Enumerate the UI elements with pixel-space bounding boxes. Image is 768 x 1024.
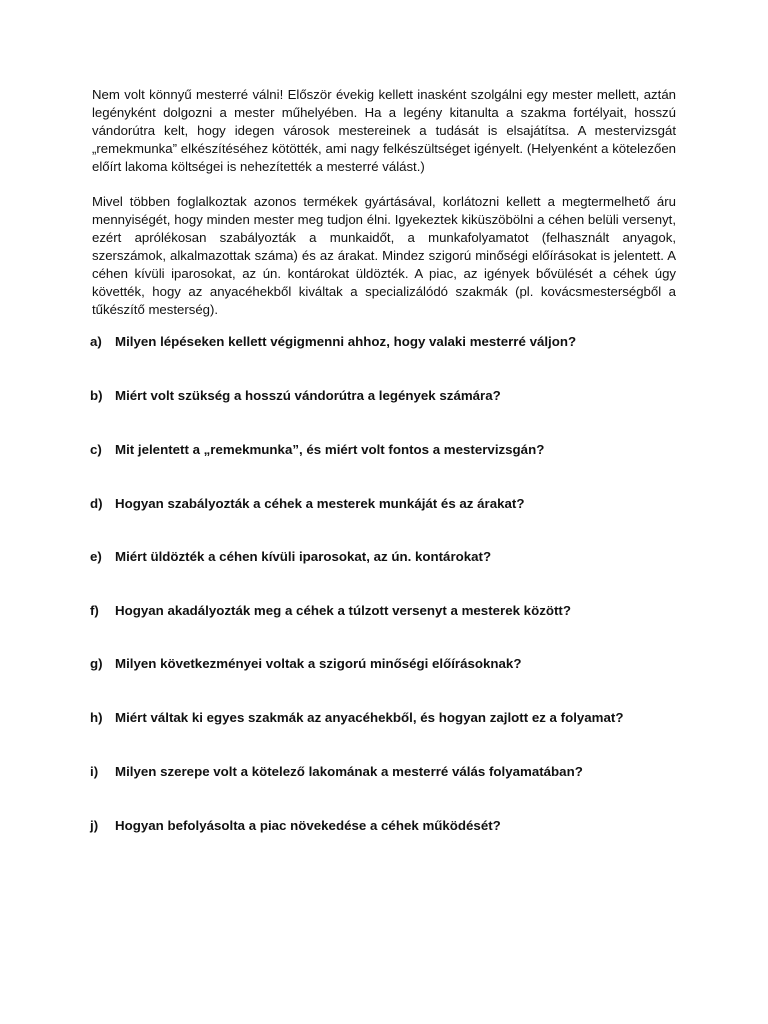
- question-letter: e): [90, 549, 102, 564]
- question-letter: j): [90, 818, 99, 833]
- question-letter: h): [90, 710, 103, 725]
- question-h: [90, 709, 690, 727]
- question-letter: f): [90, 603, 99, 618]
- question-b: [90, 387, 690, 405]
- question-letter: a): [90, 334, 102, 349]
- question-text: Milyen lépéseken kellett végigmenni ahhoz, hogy valaki mesterré váljon?: [115, 334, 577, 349]
- question-letter: g): [90, 656, 103, 671]
- question-text: Hogyan szabályozták a céhek a mesterek munkáját és az árakat?: [115, 496, 525, 511]
- question-d: [90, 495, 690, 513]
- question-text: Milyen következményei voltak a szigorú minőségi előírásoknak?: [115, 656, 522, 671]
- question-text: Miért volt szükség a hosszú vándorútra a legények számára?: [115, 388, 501, 403]
- question-text: Hogyan akadályozták meg a céhek a túlzott versenyt a mesterek között?: [115, 603, 571, 618]
- question-text: Miért váltak ki egyes szakmák az anyacéhekből, és hogyan zajlott ez a folyamat?: [115, 710, 624, 725]
- question-letter: c): [90, 442, 102, 457]
- intro-paragraph-2: Mivel többen foglalkoztak azonos termékek gyártásával, korlátozni kellett a megtermelhető áru mennyiségét, hogy minden mester meg tudjon élni. Igyekeztek kiküszöbölni a céhen belüli versenyt, ezért aprólékosan szabályozták a munkaidőt, a munkafolyamatot (felhasznált anyagok, szerszámok, alkalmazottak száma) és az árakat. Mindez szigorú minőségi előírásokat is jelentett. A céhen kívüli iparosokat, az ún. kontárokat üldözték. A piac, az igények bővülését a céhek úgy követték, hogy az anyacéhekből kiváltak a specializálódó szakmák (pl. kovácsmesterségből a tűkészítő mesterség).: [92, 194, 676, 317]
- question-j: [90, 817, 690, 835]
- question-text: Milyen szerepe volt a kötelező lakomának a mesterré válás folyamatában?: [115, 764, 583, 779]
- question-a: [90, 333, 690, 351]
- question-text: Mit jelentett a „remekmunka”, és miért volt fontos a mestervizsgán?: [115, 442, 545, 457]
- question-letter: d): [90, 496, 103, 511]
- question-g: [90, 655, 690, 673]
- question-text: Miért üldözték a céhen kívüli iparosokat, az ún. kontárokat?: [115, 549, 492, 564]
- intro-paragraph-1: Nem volt könnyű mesterré válni! Először évekig kellett inasként szolgálni egy mester mellett, aztán legényként dolgozni a mester műhelyében. Ha a legény kitanulta a szakma fortélyait, hosszú vándorútra kelt, hogy idegen városok mestereinek a tudását is elsajátítsa. A mestervizsgát „remekmunka” elkészítéséhez kötötték, ami nagy felkészültséget igényelt. (Helyenként a kötelezően előírt lakoma költségei is nehezítették a mesterré válást.): [92, 87, 676, 174]
- question-letter: b): [90, 388, 103, 403]
- question-c: [90, 441, 690, 459]
- question-text: Hogyan befolyásolta a piac növekedése a céhek működését?: [115, 818, 501, 833]
- question-e: [90, 548, 690, 566]
- question-letter: i): [90, 764, 99, 779]
- question-f: [90, 602, 690, 620]
- question-i: [90, 763, 690, 781]
